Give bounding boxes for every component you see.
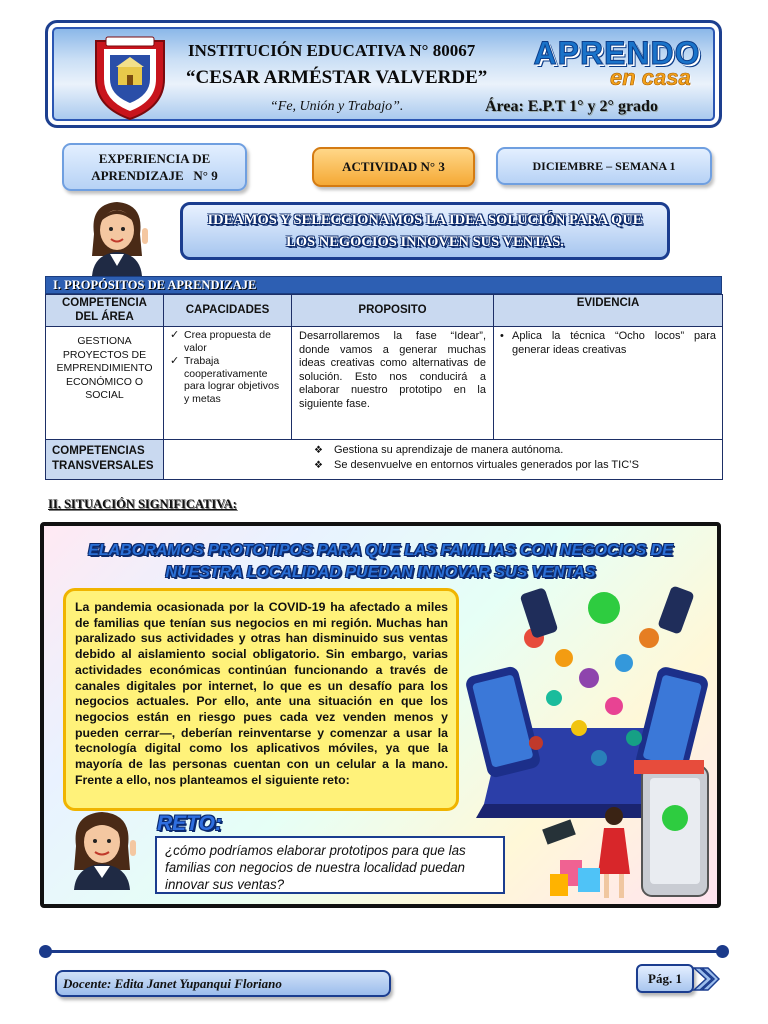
cell-competencia: GESTIONA PROYECTOS DE EMPRENDIMIENTO ECONÓMICO O SOCIAL <box>46 327 164 440</box>
capacidad-item: ✓ Crea propuesta de valor <box>170 329 287 354</box>
transversales-label-line1: COMPETENCIAS <box>52 445 145 457</box>
evidencia-item: • Aplica la técnica “Ocho locos” para generar ideas creativas <box>500 330 716 357</box>
reto-label: RETO: <box>157 812 222 835</box>
aprendo-en-casa-logo <box>532 35 702 93</box>
situacion-story: La pandemia ocasionada por la COVID-19 ha afectado a miles de familias que tenían sus negocios en mi región. Muchas han paralizado sus actividades y otras han disminuido sus ventas debido al aislamiento social obligatorio. Sin embargo, varias actividades económicas continúan funcionando a través de canales digitales por internet, lo que es un desafío para los negocios actuales. Por ello, ante una situación en que los negocios están en riesgo pues cada vez venden menos y pueden cerrar—, deberían reinventarse y comenzar a usar la tecnología digital como los aplicativos móviles, ya que la mayoría de las personas cuentan con un celular a la mano. Frente a ello, nos planteamos el siguiente reto: <box>63 588 459 811</box>
page-number: Pág. 1 <box>636 964 694 993</box>
propositos-section <box>45 276 722 480</box>
page-header <box>45 20 722 128</box>
cell-capacidades <box>164 327 292 440</box>
activity-title-line1: IDEAMOS Y SELECCIONAMOS LA IDEA SOLUCIÓN PARA QUE <box>207 212 643 228</box>
experiencia-line2: APRENDIZAJE N° 9 <box>91 168 218 183</box>
transversales-label-line2: TRANSVERSALES <box>52 460 154 472</box>
activity-title-line2: LOS NEGOCIOS INNOVEN SUS VENTAS. <box>286 234 564 250</box>
cell-proposito: Desarrollaremos la fase “Idear”, donde vamos a generar muchas ideas creativas como alternativas de solución. Esto nos conducirá a elaborar nuestro prototipo en la siguiente fase. <box>292 327 494 440</box>
actividad-badge: ACTIVIDAD N° 3 <box>312 147 475 187</box>
activity-title-banner <box>180 202 670 260</box>
experiencia-line1: EXPERIENCIA DE <box>98 151 211 166</box>
footer-divider-dot <box>39 945 52 958</box>
school-crest-icon <box>90 33 170 121</box>
institution-name: INSTITUCIÓN EDUCATIVA N° 80067 <box>188 41 476 60</box>
transversales-row <box>46 440 723 480</box>
section-title-situacion: II. SITUACIÓN SIGNIFICATIVA: <box>48 497 237 511</box>
fecha-badge: DICIEMBRE – SEMANA 1 <box>496 147 712 185</box>
chevron-right-icon <box>692 966 720 992</box>
logo-word-en-casa: en casa <box>610 65 691 90</box>
institution-school-name: “CESAR ARMÉSTAR VALVERDE” <box>186 67 488 88</box>
docente-label: Docente: Edita Janet Yupanqui Floriano <box>55 970 391 997</box>
section-title-propositos: I. PROPÓSITOS DE APRENDIZAJE <box>45 276 722 294</box>
situacion-title-line1: ELABORAMOS PROTOTIPOS PARA QUE LAS FAMILIAS CON NEGOCIOS DE <box>88 542 673 559</box>
cell-transversales <box>164 440 723 480</box>
table-header-row <box>46 295 723 327</box>
footer-divider <box>45 950 722 953</box>
header-competencia-line1: COMPETENCIA <box>62 297 147 309</box>
area-grade: Área: E.P.T 1° y 2° grado <box>485 98 658 115</box>
teacher-avatar-icon <box>80 196 154 276</box>
propositos-table <box>45 294 723 480</box>
experiencia-badge <box>62 143 247 191</box>
situacion-title-line2: NUESTRA LOCALIDAD PUEDAN INNOVAR SUS VENTAS <box>165 564 596 581</box>
table-row <box>46 327 723 440</box>
header-competencia <box>46 295 164 327</box>
cell-evidencia <box>494 327 723 440</box>
transversal-item: ❖ Gestiona su aprendizaje de manera autónoma. <box>314 443 716 458</box>
teacher-avatar-icon <box>62 806 142 890</box>
digital-commerce-illustration <box>464 578 714 902</box>
transversal-item: ❖ Se desenvuelve en entornos virtuales generados por las TIC’S <box>314 458 716 473</box>
header-capacidades: CAPACIDADES <box>164 295 292 327</box>
situacion-box <box>40 522 721 908</box>
header-evidencia: EVIDENCIA <box>494 295 723 327</box>
header-competencia-line2: DEL ÁREA <box>75 310 134 323</box>
cell-transversales-label <box>46 440 164 480</box>
school-motto: “Fe, Unión y Trabajo”. <box>270 99 404 114</box>
footer-divider-dot <box>716 945 729 958</box>
reto-question: ¿cómo podríamos elaborar prototipos para que las familias con negocios de nuestra localidad puedan innovar sus ventas? <box>155 836 505 894</box>
capacidad-item: ✓ Trabaja cooperativamente para lograr objetivos y metas <box>170 355 287 405</box>
logo-word-aprendo: APRENDO <box>533 35 701 71</box>
header-proposito: PROPOSITO <box>292 295 494 327</box>
